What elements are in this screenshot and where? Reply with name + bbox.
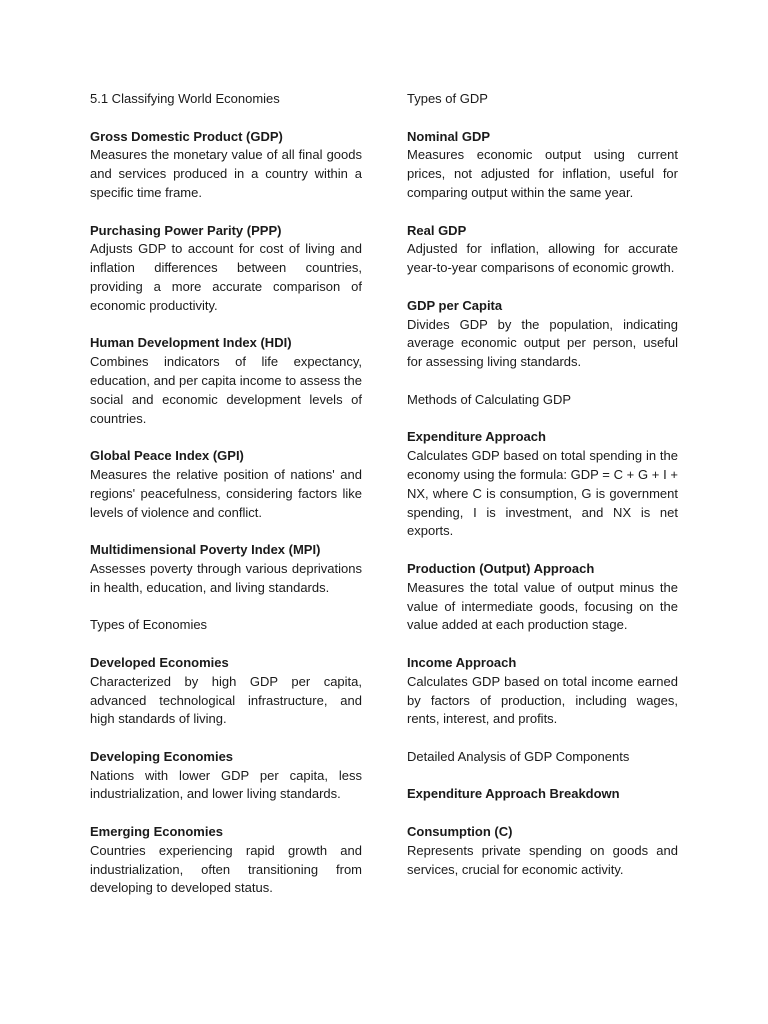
definition-title: Gross Domestic Product (GDP) [90, 128, 283, 144]
definition-text: Assesses poverty through various deprivations in health, education, and living standards. [90, 560, 362, 595]
definition-block-gdp-per-capita [407, 297, 678, 372]
definition-title: Developed Economies [90, 654, 229, 670]
right-column [407, 90, 678, 898]
definition-title: Expenditure Approach [407, 429, 546, 445]
definition-block-expenditure [407, 428, 678, 541]
section-heading-types-of-gdp: Types of GDP [407, 91, 488, 106]
definition-text: Nations with lower GDP per capita, less industrialization, and lower living standards. [90, 767, 362, 802]
definition-text: Divides GDP by the population, indicating average economic output per person, useful for assessing living standards. [407, 316, 678, 370]
definition-title: Human Development Index (HDI) [90, 335, 292, 351]
section-heading-methods: Methods of Calculating GDP [407, 391, 572, 407]
definition-title: Real GDP [407, 222, 467, 238]
definition-title: Global Peace Index (GPI) [90, 448, 244, 464]
definition-block-mpi [90, 541, 362, 597]
definition-title: Multidimensional Poverty Index (MPI) [90, 542, 321, 558]
definition-text: Measures economic output using current prices, not adjusted for inflation, useful for comparing output within the same year. [407, 147, 678, 200]
definition-text: Calculates GDP based on total income earned by factors of production, including wages, rents, interest, and profits. [407, 673, 678, 727]
definition-block-emerging [90, 823, 362, 898]
definition-block-real-gdp [407, 222, 678, 278]
definition-block-nominal-gdp [407, 128, 678, 203]
definition-block-hdi [90, 334, 362, 428]
definition-text: Calculates GDP based on total spending in the economy using the formula: GDP = C + G + I + NX, where C is consumption, G is government spending, I is investment, and NX is net exports. [407, 448, 678, 539]
definition-title: GDP per Capita [407, 297, 503, 313]
definition-title: Production (Output) Approach [407, 560, 595, 576]
definition-text: Measures the relative position of nations' and regions' peacefulness, considering factors like levels of violence and conflict. [90, 466, 362, 520]
definition-text: Combines indicators of life expectancy, education, and per capita income to assess the social and economic development levels of countries. [90, 354, 362, 426]
definition-block-gdp [90, 128, 362, 203]
definition-title: Purchasing Power Parity (PPP) [90, 222, 282, 238]
definition-text: Measures the total value of output minus the value of intermediate goods, focusing on the value added at each production stage. [407, 579, 678, 633]
definition-block-developed [90, 654, 362, 729]
definition-text: Measures the monetary value of all final goods and services produced in a country within a specific time frame. [90, 147, 362, 200]
definition-block-production [407, 560, 678, 635]
section-heading-classifying: 5.1 Classifying World Economies [90, 91, 280, 106]
definition-text: Adjusts GDP to account for cost of living and inflation differences between countries, providing a more accurate comparison of economic productivity. [90, 241, 362, 313]
subheading-expenditure-breakdown: Expenditure Approach Breakdown [407, 786, 620, 802]
definition-text: Adjusted for inflation, allowing for accurate year-to-year comparisons of economic growth. [407, 241, 678, 276]
definition-block-income [407, 654, 678, 729]
left-column [90, 90, 362, 917]
definition-block-developing [90, 748, 362, 804]
definition-title: Emerging Economies [90, 824, 223, 840]
definition-title: Developing Economies [90, 748, 234, 764]
section-heading-types-of-economies: Types of Economies [90, 617, 208, 633]
definition-title: Income Approach [407, 654, 517, 670]
definition-title: Nominal GDP [407, 128, 491, 144]
definition-text: Characterized by high GDP per capita, advanced technological infrastructure, and high standards of living. [90, 673, 362, 727]
definition-text: Represents private spending on goods and services, crucial for economic activity. [407, 842, 678, 877]
definition-block-gpi [90, 447, 362, 522]
section-heading-detailed-analysis: Detailed Analysis of GDP Components [407, 748, 630, 764]
definition-title: Consumption (C) [407, 824, 513, 840]
definition-block-ppp [90, 222, 362, 316]
definition-text: Countries experiencing rapid growth and industrialization, often transitioning from developing to developed status. [90, 842, 362, 896]
definition-block-consumption [407, 823, 678, 879]
